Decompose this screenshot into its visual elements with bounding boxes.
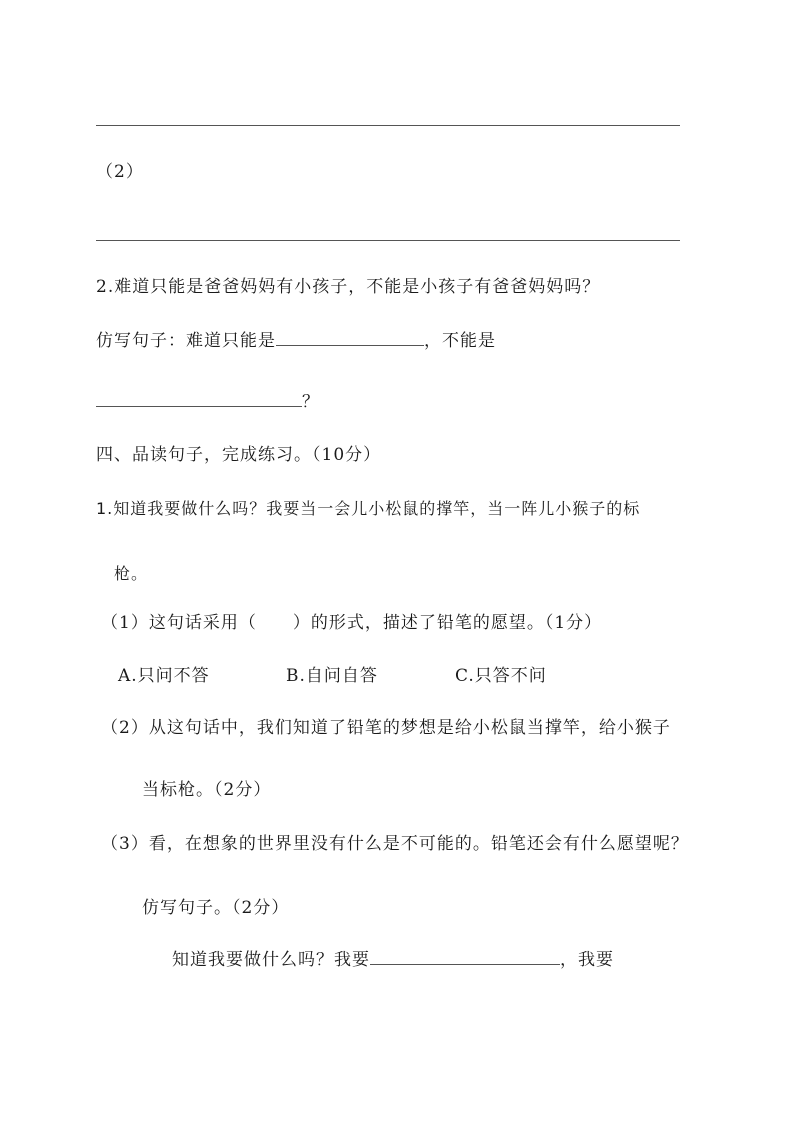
sub-question-3-imitation-row [172,948,614,972]
question-2-text: 2.难道只能是爸爸妈妈有小孩子，不能是小孩子有爸爸妈妈吗？ [96,277,601,297]
option-b[interactable]: B.自问自答 [286,666,378,686]
question-2-imitation-row [96,329,496,353]
imitation-blank-1[interactable] [276,331,424,346]
answer-line-2[interactable] [96,240,680,241]
imitation-end-mark: ？ [302,392,320,412]
section-4-heading: 四、品读句子，完成练习。（10分） [96,445,382,465]
imitation-prompt-a: 仿写句子：难道只能是 [96,331,276,351]
section-4-question-1-line-1: 1.知道我要做什么吗？我要当一会儿小松鼠的撑竿，当一阵儿小猴子的标 [96,499,641,518]
imitation-blank-2[interactable] [96,392,302,407]
option-c[interactable]: C.只答不问 [455,666,547,686]
sub-question-1-text: （1）这句话采用（ ）的形式，描述了铅笔的愿望。（1分） [101,613,603,633]
imitation-prompt-b: ，不能是 [424,331,496,351]
sub-question-3-text: （3）看，在想象的世界里没有什么是不可能的。铅笔还会有什么愿望呢？ [101,834,689,854]
sub-question-2-line-1: （2）从这句话中，我们知道了铅笔的梦想是给小松鼠当撑竿，给小猴子 [101,718,671,738]
question-2-continuation-row [96,390,320,414]
section-4-question-1-line-2: 枪。 [114,564,149,583]
sub-question-2-label: （2） [96,162,144,182]
imitation-row-prompt-b: ，我要 [560,950,614,970]
imitation-row-prompt-a: 知道我要做什么吗？我要 [172,950,370,970]
sub-question-3-instruction: 仿写句子。（2分） [142,898,290,918]
answer-line-1[interactable] [96,125,680,126]
option-a[interactable]: A.只问不答 [118,666,210,686]
imitation-blank-3[interactable] [370,950,560,965]
sub-question-2-line-2: 当标枪。（2分） [142,780,272,800]
